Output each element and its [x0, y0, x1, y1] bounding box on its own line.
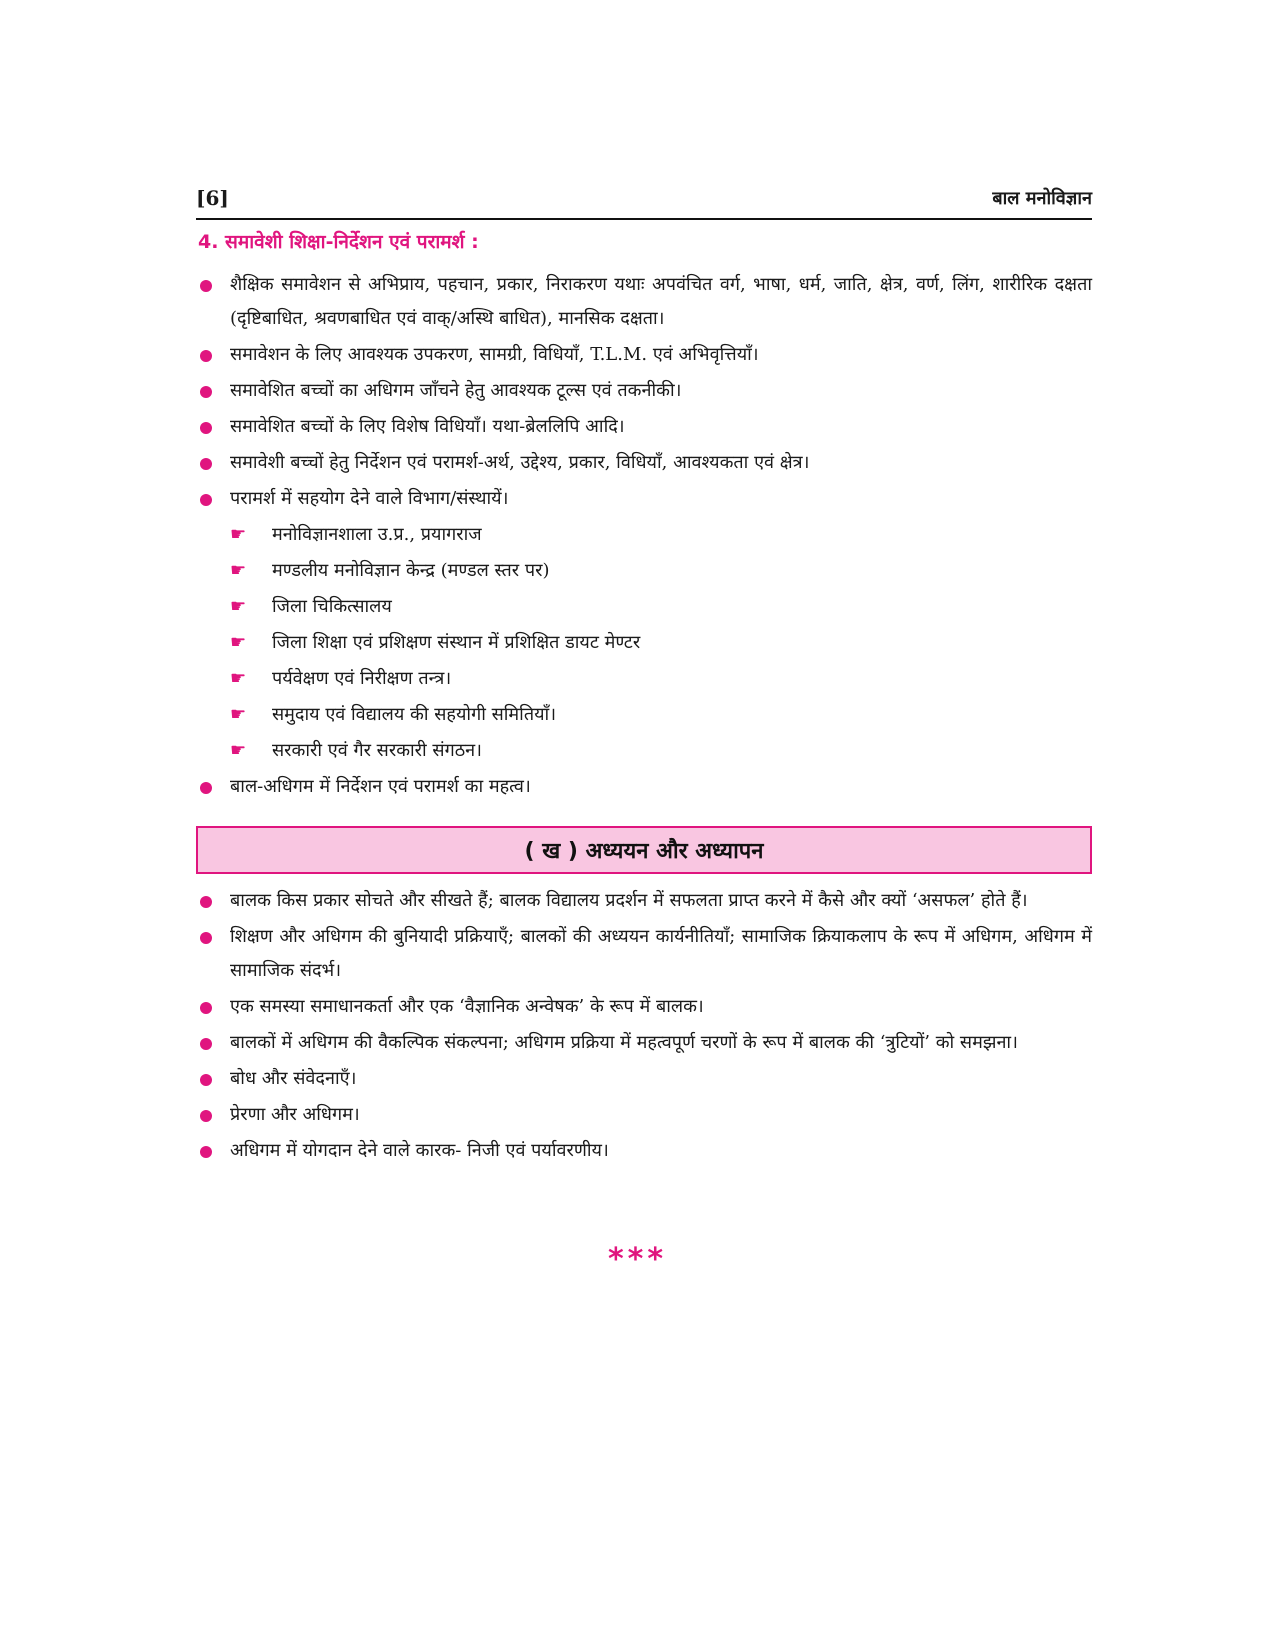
list-item [196, 920, 1092, 988]
sub-list-item [196, 626, 1092, 660]
list-item-text: परामर्श में सहयोग देने वाले विभाग/संस्थायें। [230, 488, 509, 509]
list-item [196, 884, 1092, 918]
list-item-text: समावेशन के लिए आवश्यक उपकरण, सामग्री, विधियाँ, T.L.M. एवं अभिवृत्तियाँ। [230, 344, 759, 365]
bullet-dot-icon [200, 280, 212, 292]
list-item-text: बाल-अधिगम में निर्देशन एवं परामर्श का महत्व। [230, 776, 531, 797]
sub-list-item-text: जिला शिक्षा एवं प्रशिक्षण संस्थान में प्रशिक्षित डायट मेण्टर [272, 632, 641, 653]
list-item-text: समावेशित बच्चों का अधिगम जाँचने हेतु आवश्यक टूल्स एवं तकनीकी। [230, 380, 682, 401]
pointing-hand-icon: ☛ [230, 596, 247, 617]
bullet-dot-icon [200, 932, 212, 944]
sub-list-item [196, 554, 1092, 588]
bullet-dot-icon [200, 1038, 212, 1050]
section-4-list [196, 268, 1092, 806]
bullet-dot-icon [200, 1074, 212, 1086]
bullet-dot-icon [200, 1002, 212, 1014]
bullet-dot-icon [200, 1146, 212, 1158]
list-item [196, 446, 1092, 480]
sub-list-item-text: पर्यवेक्षण एवं निरीक्षण तन्त्र। [272, 668, 452, 689]
list-item [196, 770, 1092, 804]
list-item [196, 268, 1092, 336]
list-item-text: एक समस्या समाधानकर्ता और एक ‘वैज्ञानिक अन्वेषक’ के रूप में बालक। [230, 996, 704, 1017]
list-item-text: बालक किस प्रकार सोचते और सीखते हैं; बालक विद्यालय प्रदर्शन में सफलता प्राप्त करने में कैसे और क्यों ‘असफल’ होते हैं। [230, 890, 1028, 911]
list-item [196, 338, 1092, 372]
banner-title: ( ख ) अध्ययन और अध्यापन [524, 839, 764, 864]
sub-list-item-text: समुदाय एवं विद्यालय की सहयोगी समितियाँ। [272, 704, 557, 725]
section-kha-list [196, 884, 1092, 1170]
pointing-hand-icon: ☛ [230, 740, 247, 761]
list-item [196, 1098, 1092, 1132]
bullet-dot-icon [200, 350, 212, 362]
page-number: [6] [196, 186, 229, 210]
list-item-text: अधिगम में योगदान देने वाले कारक- निजी एवं पर्यावरणीय। [230, 1140, 609, 1161]
list-item [196, 1134, 1092, 1168]
sub-list-item-text: मण्डलीय मनोविज्ञान केन्द्र (मण्डल स्तर पर) [272, 560, 550, 581]
list-item-text: बालकों में अधिगम की वैकल्पिक संकल्पना; अधिगम प्रक्रिया में महत्वपूर्ण चरणों के रूप में बालक की ‘त्रुटियों’ को समझना। [230, 1032, 1018, 1053]
list-item-text: समावेशी बच्चों हेतु निर्देशन एवं परामर्श-अर्थ, उद्देश्य, प्रकार, विधियाँ, आवश्यकता एवं क्षेत्र। [230, 452, 810, 473]
list-item-text: बोध और संवेदनाएँ। [230, 1068, 357, 1089]
end-mark: *** [607, 1242, 668, 1277]
pointing-hand-icon: ☛ [230, 632, 247, 653]
pointing-hand-icon: ☛ [230, 704, 247, 725]
sub-list-item [196, 590, 1092, 624]
list-item-text: प्रेरणा और अधिगम। [230, 1104, 360, 1125]
sub-list-item [196, 698, 1092, 732]
list-item [196, 1062, 1092, 1096]
page-header [196, 186, 1092, 220]
list-item [196, 990, 1092, 1024]
pointing-hand-icon: ☛ [230, 524, 247, 545]
pointing-hand-icon: ☛ [230, 560, 247, 581]
bullet-dot-icon [200, 782, 212, 794]
list-item [196, 410, 1092, 444]
bullet-dot-icon [200, 386, 212, 398]
sub-list-item [196, 734, 1092, 768]
list-item-text: शैक्षिक समावेशन से अभिप्राय, पहचान, प्रकार, निराकरण यथाः अपवंचित वर्ग, भाषा, धर्म, जाति, क्षेत्र, वर्ण, लिंग, शारीरिक दक्षता (दृष्टिबाधित, श्रवणबाधित एवं वाक्/अस्थि बाधित), मानसिक दक्षता। [230, 274, 1092, 329]
list-item [196, 482, 1092, 516]
list-item [196, 374, 1092, 408]
running-title: बाल मनोविज्ञान [992, 188, 1092, 209]
bullet-dot-icon [200, 1110, 212, 1122]
bullet-dot-icon [200, 896, 212, 908]
sub-list-item-text: सरकारी एवं गैर सरकारी संगठन। [272, 740, 482, 761]
section-banner [196, 826, 1092, 874]
bullet-dot-icon [200, 494, 212, 506]
sub-list-item-text: जिला चिकित्सालय [272, 596, 392, 617]
pointing-hand-icon: ☛ [230, 668, 247, 689]
list-item-text: समावेशित बच्चों के लिए विशेष विधियाँ। यथा-ब्रेललिपि आदि। [230, 416, 625, 437]
list-item [196, 1026, 1092, 1060]
sub-list-item-text: मनोविज्ञानशाला उ.प्र., प्रयागराज [272, 524, 482, 545]
sub-list-item [196, 662, 1092, 696]
section-heading: 4. समावेशी शिक्षा-निर्देशन एवं परामर्श : [198, 231, 479, 253]
bullet-dot-icon [200, 422, 212, 434]
sub-list-item [196, 518, 1092, 552]
bullet-dot-icon [200, 458, 212, 470]
list-item-text: शिक्षण और अधिगम की बुनियादी प्रक्रियाएँ; बालकों की अध्ययन कार्यनीतियाँ; सामाजिक क्रियाकलाप के रूप में अधिगम, अधिगम में सामाजिक संदर्भ। [230, 926, 1092, 981]
